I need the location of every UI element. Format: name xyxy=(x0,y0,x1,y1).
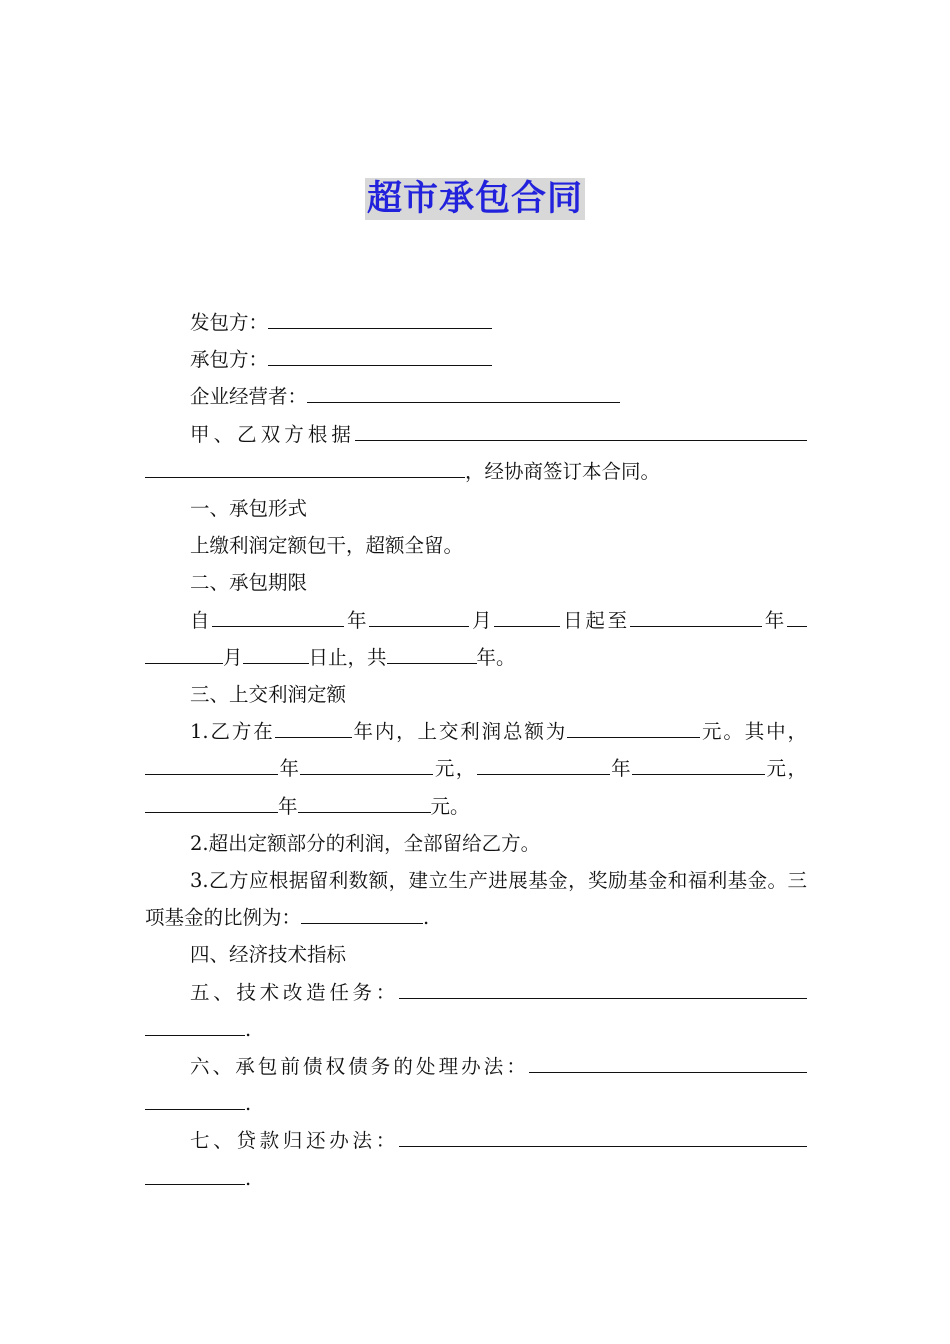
document-title: 超市承包合同 xyxy=(366,179,583,219)
section-five xyxy=(145,974,807,1048)
text: 元， xyxy=(765,757,807,781)
fill-blank xyxy=(298,790,431,813)
fill-blank xyxy=(145,1162,245,1185)
fill-blank xyxy=(630,604,762,627)
fill-blank xyxy=(632,752,765,775)
text: 年 xyxy=(344,608,370,632)
fill-blank xyxy=(212,604,344,627)
text: ，经协商签订本合同。 xyxy=(465,459,661,483)
fill-blank xyxy=(399,1124,807,1147)
text: 年 xyxy=(609,757,633,781)
fill-blank xyxy=(145,1013,245,1036)
label: 发包方： xyxy=(190,311,269,334)
fill-blank xyxy=(387,641,477,664)
text: 月 xyxy=(223,645,243,669)
text: 六、承包前债权债务的处理办法： xyxy=(190,1055,529,1079)
profit-paragraph-2: 2.超出定额部分的利润，全部留给乙方。 xyxy=(190,831,541,855)
fill-blank xyxy=(145,790,278,813)
section-heading: 二、承包期限 xyxy=(190,571,308,595)
fill-blank xyxy=(268,343,492,366)
section-heading: 四、经济技术指标 xyxy=(190,943,347,967)
fill-blank xyxy=(355,418,807,441)
fill-blank xyxy=(243,641,309,664)
text: 年 xyxy=(761,608,787,632)
text: 年内，上交利润总额为 xyxy=(351,720,568,744)
fill-blank xyxy=(145,752,278,775)
fill-blank xyxy=(529,1050,807,1073)
contract-party-b-line xyxy=(145,341,807,378)
section-text: 上缴利润定额包干，超额全留。 xyxy=(190,534,464,558)
label: 企业经营者： xyxy=(190,385,308,409)
text: 元。其中， xyxy=(700,720,807,744)
text: 甲、乙双方根据 xyxy=(190,422,355,446)
fill-blank xyxy=(477,752,610,775)
text: 年。 xyxy=(476,645,516,669)
section-heading: 三、上交利润定额 xyxy=(190,683,347,707)
fill-blank xyxy=(494,604,560,627)
fill-blank xyxy=(787,604,807,627)
fill-blank xyxy=(275,715,352,738)
contract-party-a-line xyxy=(145,304,807,341)
text: 七、贷款归还办法： xyxy=(190,1129,399,1153)
text: 五、技术改造任务： xyxy=(190,980,399,1004)
fill-blank xyxy=(399,976,807,999)
text: 月 xyxy=(469,608,495,632)
profit-paragraph-3 xyxy=(145,862,807,936)
text: . xyxy=(245,1092,252,1116)
text: 元。 xyxy=(430,794,470,818)
text: 自 xyxy=(190,608,213,632)
text: . xyxy=(423,906,430,930)
term-paragraph xyxy=(145,602,807,676)
contract-body xyxy=(145,304,807,1197)
text: 日起至 xyxy=(560,608,630,632)
section-seven xyxy=(145,1122,807,1196)
section-heading: 一、承包形式 xyxy=(190,497,308,521)
fill-blank xyxy=(300,752,433,775)
fill-blank xyxy=(567,715,700,738)
label: 承包方： xyxy=(190,348,269,372)
fill-blank xyxy=(301,901,423,924)
text: . xyxy=(245,1166,252,1190)
fill-blank xyxy=(307,380,620,403)
text: 年 xyxy=(278,794,298,818)
operator-line xyxy=(145,378,807,415)
text: 元， xyxy=(433,757,477,781)
profit-paragraph-1 xyxy=(145,713,807,825)
fill-blank xyxy=(145,1087,245,1110)
text: 3.乙方应根据留利数额，建立生产进展基金，奖励基金和福利基金。三项基金的比例为： xyxy=(145,869,807,930)
text: 年 xyxy=(278,757,301,781)
text: . xyxy=(245,1017,252,1041)
fill-blank xyxy=(145,641,223,664)
fill-blank xyxy=(268,306,492,329)
basis-paragraph xyxy=(145,416,807,490)
text: 1.乙方在 xyxy=(190,720,275,744)
fill-blank xyxy=(369,604,469,627)
fill-blank xyxy=(145,455,465,478)
section-six xyxy=(145,1048,807,1122)
text: 日止，共 xyxy=(308,645,387,669)
title-container xyxy=(0,178,950,220)
